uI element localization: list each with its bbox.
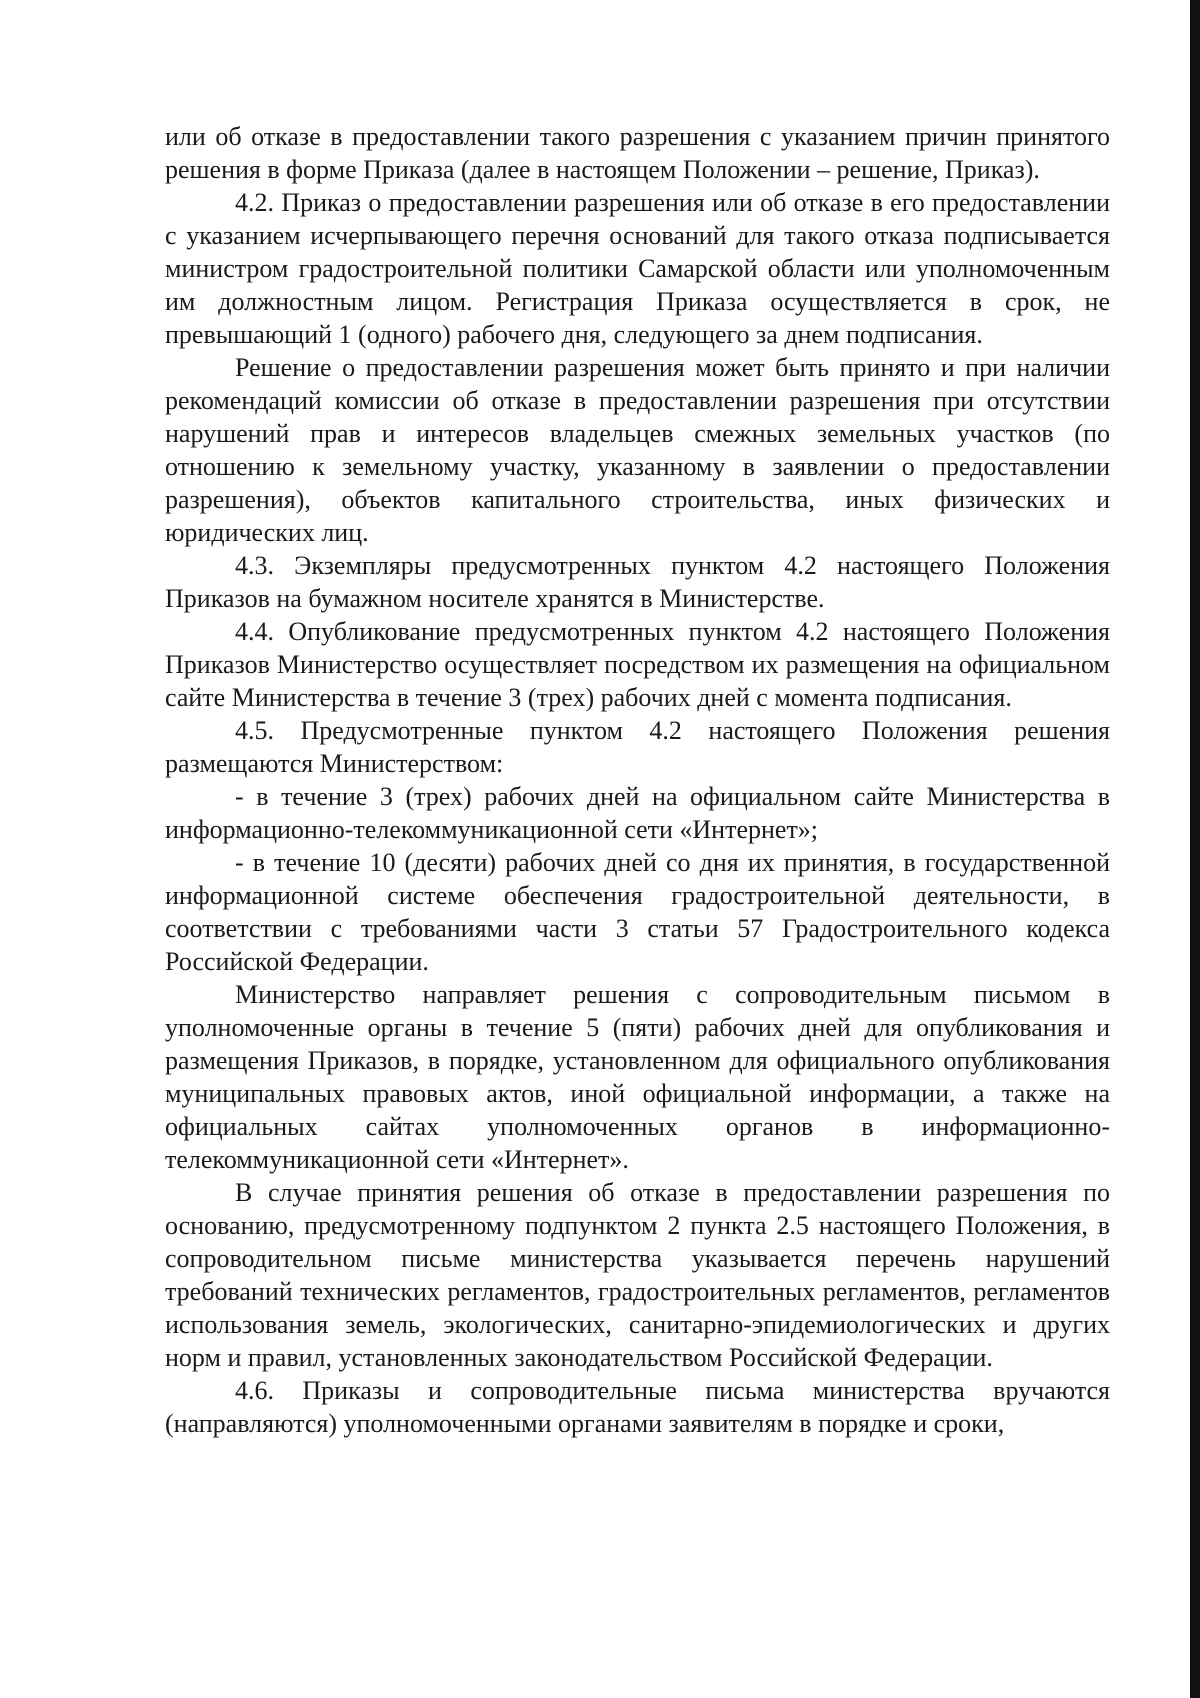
- paragraph-4-3: 4.3. Экземпляры предусмотренных пунктом 4.2 настоящего Положения Приказов на бумажном носителе хранятся в Министерстве.: [165, 551, 1110, 613]
- paragraph-4-6: 4.6. Приказы и сопроводительные письма министерства вручаются (направляются) уполномоченными органами заявителям в порядке и сроки,: [165, 1376, 1110, 1438]
- scan-edge: [1190, 0, 1200, 1698]
- paragraph-4-5-item-1: - в течение 3 (трех) рабочих дней на официальном сайте Министерства в информационно-телекоммуникационной сети «Интернет»;: [165, 782, 1110, 844]
- paragraph-refusal-case: В случае принятия решения об отказе в предоставлении разрешения по основанию, предусмотренному подпунктом 2 пункта 2.5 настоящего Положения, в сопроводительном письме министерства указывается перечень нарушений требований технических регламентов, градостроительных регламентов, регламентов использования земель, экологических, санитарно-эпидемиологических и других норм и правил, установленных законодательством Российской Федерации.: [165, 1178, 1110, 1372]
- paragraph-4-5: 4.5. Предусмотренные пунктом 4.2 настоящего Положения решения размещаются Министерством:: [165, 716, 1110, 778]
- paragraph-4-2-decision: Решение о предоставлении разрешения может быть принято и при наличии рекомендаций комиссии об отказе в предоставлении разрешения при отсутствии нарушений прав и интересов владельцев смежных земельных участков (по отношению к земельному участку, указанному в заявлении о предоставлении разрешения), объектов капитального строительства, иных физических и юридических лиц.: [165, 353, 1110, 547]
- paragraph-ministry-letter: Министерство направляет решения с сопроводительным письмом в уполномоченные органы в течение 5 (пяти) рабочих дней для опубликования и размещения Приказов, в порядке, установленном для официального опубликования муниципальных правовых актов, иной официальной информации, а также на официальных сайтах уполномоченных органов в информационно-телекоммуникационной сети «Интернет».: [165, 980, 1110, 1174]
- document-body: [165, 120, 1110, 1440]
- paragraph-4-5-item-2: - в течение 10 (десяти) рабочих дней со дня их принятия, в государственной информационной системе обеспечения градостроительной деятельности, в соответствии с требованиями части 3 статьи 57 Градостроительного кодекса Российской Федерации.: [165, 848, 1110, 976]
- paragraph-continuation: или об отказе в предоставлении такого разрешения с указанием причин принятого решения в форме Приказа (далее в настоящем Положении – решение, Приказ).: [165, 122, 1110, 184]
- paragraph-4-4: 4.4. Опубликование предусмотренных пунктом 4.2 настоящего Положения Приказов Министерство осуществляет посредством их размещения на официальном сайте Министерства в течение 3 (трех) рабочих дней с момента подписания.: [165, 617, 1110, 712]
- paragraph-4-2: 4.2. Приказ о предоставлении разрешения или об отказе в его предоставлении с указанием исчерпывающего перечня оснований для такого отказа подписывается министром градостроительной политики Самарской области или уполномоченным им должностным лицом. Регистрация Приказа осуществляется в срок, не превышающий 1 (одного) рабочего дня, следующего за днем подписания.: [165, 188, 1110, 349]
